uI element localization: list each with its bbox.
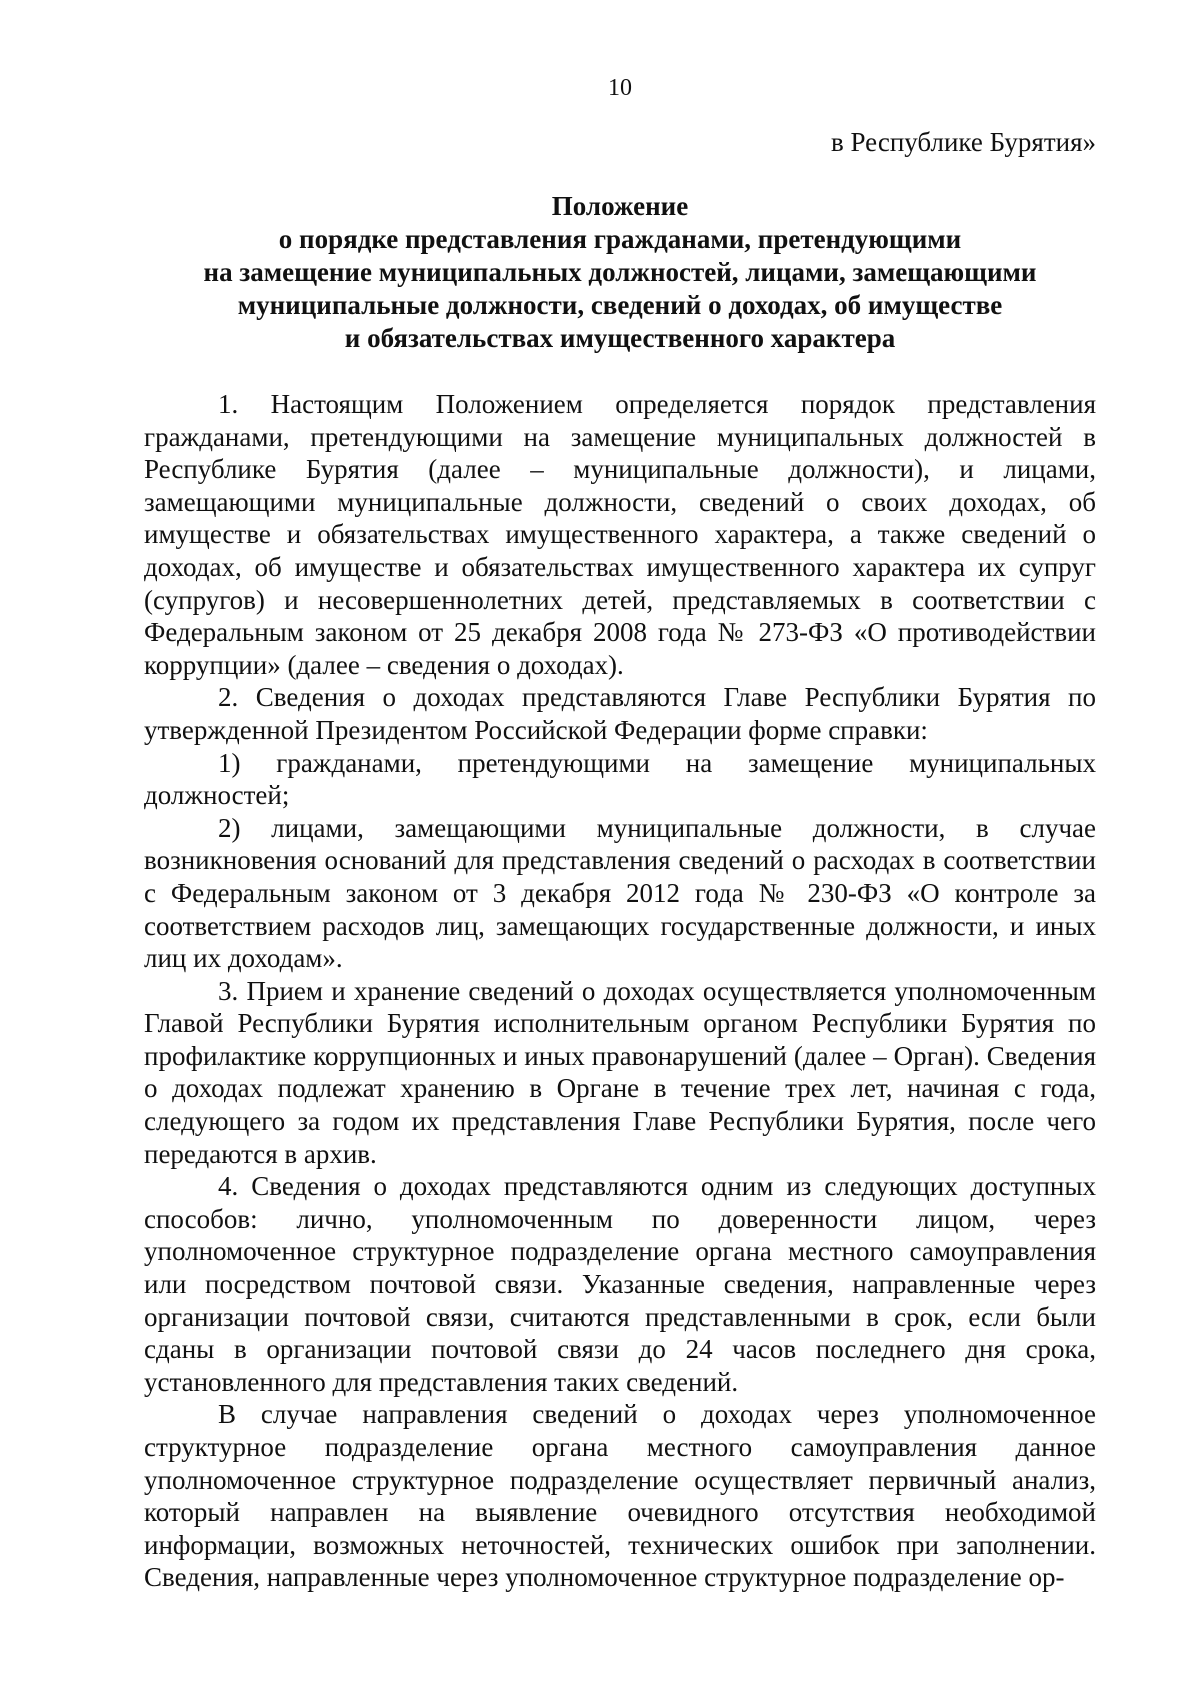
document-body [144,388,1096,1594]
document-heading [120,190,1120,355]
paragraph-4-continuation: В случае направления сведений о доходах через уполномоченное структурное подразделение органа местного самоуправления данное уполномоченное структурное подразделение осуществляет первичный анализ, который направлен на выявление очевидного отсутствия необходимой информации, возможных неточностей, технических ошибок при заполнении. Сведения, направленные через уполномоченное структурное подразделение ор- [144,1399,1096,1593]
heading-line: муниципальные должности, сведений о доходах, об имуществе [237,290,1003,320]
paragraph-3: 3. Прием и хранение сведений о доходах осуществляется уполномоченным Главой Республики Бурятия исполнительным органом Республики Бурятия по профилактике коррупционных и иных правонарушений (далее – Орган). Сведения о доходах подлежат хранению в Органе в течение трех лет, начиная с года, следующего за годом их представления Главе Республики Бурятия, после чего передаются в архив. [144,975,1096,1169]
paragraph-2-item-2: 2) лицами, замещающими муниципальные должности, в случае возникновения оснований для представления сведений о расходах в соответствии с Федеральным законом от 3 декабря 2012 года № 230-ФЗ «О контроле за соответствием расходов лиц, замещающих государственные должности, и иных лиц их доходам». [144,812,1096,974]
heading-title: Положение [551,191,689,221]
page-number: 10 [608,75,632,101]
paragraph-4: 4. Сведения о доходах представляются одним из следующих доступных способов: лично, уполномоченным по доверенности лицом, через уполномоченное структурное подразделение органа местного самоуправления или посредством почтовой связи. Указанные сведения, направленные через организации почтовой связи, считаются представленными в срок, если были сданы в организации почтовой связи до 24 часов последнего дня срока, установленного для представления таких сведений. [144,1171,1096,1397]
paragraph-1: 1. Настоящим Положением определяется порядок представления гражданами, претендующими на замещение муниципальных должностей в Республике Бурятия (далее – муниципальные должности), и лицами, замещающими муниципальные должности, сведений о своих доходах, об имуществе и обязательствах имущественного характера, а также сведений о доходах, об имуществе и обязательствах имущественного характера их супруг (супругов) и несовершеннолетних детей, представляемых в соответствии с Федеральным законом от 25 декабря 2008 года № 273-ФЗ «О противодействии коррупции» (далее – сведения о доходах). [144,389,1096,680]
heading-line: на замещение муниципальных должностей, лицами, замещающими [203,257,1037,287]
paragraph-2-item-1: 1) гражданами, претендующими на замещение муниципальных должностей; [144,747,1096,811]
heading-line: и обязательствах имущественного характера [344,323,896,353]
paragraph-2: 2. Сведения о доходах представляются Главе Республики Бурятия по утвержденной Президентом Российской Федерации форме справки: [144,682,1096,745]
heading-line: о порядке представления гражданами, претендующими [278,224,962,254]
continuation-text: в Республике Бурятия» [831,127,1096,157]
